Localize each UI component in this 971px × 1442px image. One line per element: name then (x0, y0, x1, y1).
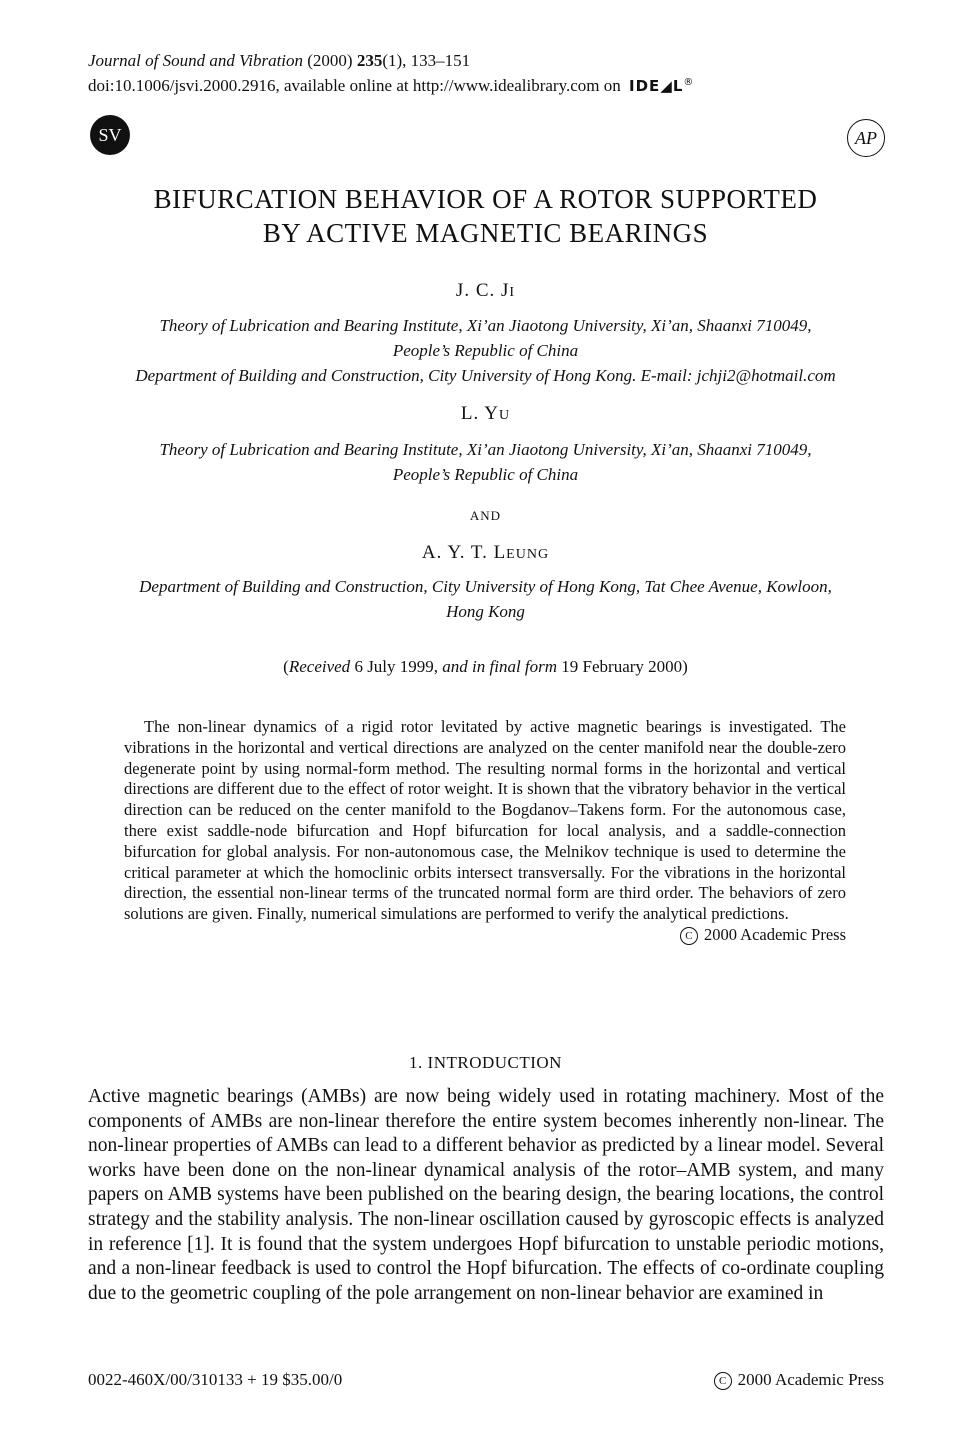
doi-line (88, 72, 694, 97)
journal-header (88, 50, 694, 97)
author-2-affiliation-line-1: Theory of Lubrication and Bearing Institute, Xi’an Jiaotong University, Xi’an, Shaanxi 710049, (159, 440, 812, 459)
paper-title (60, 182, 911, 250)
ideal-logo-end: L (672, 77, 684, 95)
ideal-a-icon: ◢ (660, 77, 673, 95)
author-1-surname-rest: I (509, 285, 516, 300)
title-line-1: BIFURCATION BEHAVIOR OF A ROTOR SUPPORTED (153, 184, 818, 214)
author-2-affiliation-line-2: People’s Republic of China (392, 465, 579, 484)
author-1 (60, 280, 911, 304)
footer-copyright-text: 2000 Academic Press (737, 1370, 884, 1389)
journal-volume: 235 (356, 51, 383, 70)
author-3-initials: A. Y. T. L (421, 542, 507, 563)
sv-logo-text: SV (98, 124, 122, 145)
ap-logo (847, 119, 885, 157)
journal-name: Journal of Sound and Vibration (88, 51, 304, 70)
received-open: ( (283, 657, 289, 676)
footer-code: 0022-460X/00/310133 + 19 $35.00/0 (88, 1370, 343, 1389)
author-1-affiliation (60, 313, 911, 388)
author-1-affiliation-line-1: Theory of Lubrication and Bearing Institute, Xi’an Jiaotong University, Xi’an, Shaanxi 710049, (159, 316, 812, 335)
author-1-affiliation-line-2: People’s Republic of China (392, 341, 579, 360)
final-form-label: and in final form (442, 657, 558, 676)
received-label: Received (288, 657, 351, 676)
sv-logo (90, 115, 130, 155)
author-3-affiliation-line-2: Hong Kong (446, 602, 525, 621)
author-1-affiliation-line-3: Department of Building and Construction, City University of Hong Kong. E-mail: jchji2@hotmail.com (135, 366, 836, 385)
author-3-surname-rest: EUNG (506, 547, 550, 562)
journal-year: (2000) (303, 51, 357, 70)
author-2-surname-rest: U (499, 408, 511, 423)
and-separator: AND (469, 508, 502, 523)
journal-issue-pages: (1), 133–151 (382, 51, 471, 70)
title-line-2: BY ACTIVE MAGNETIC BEARINGS (262, 218, 709, 248)
author-2 (60, 403, 911, 427)
citation-line (88, 50, 694, 72)
doi-text: doi:10.1006/jsvi.2000.2916, available online at http://www.idealibrary.com on (88, 76, 621, 95)
author-3-affiliation-line-1: Department of Building and Construction, City University of Hong Kong, Tat Chee Avenue, Kowloon, (139, 577, 832, 596)
abstract-copyright (124, 925, 846, 946)
author-3 (60, 542, 911, 566)
received-date: 6 July 1999, (350, 657, 443, 676)
copyright-icon: C (680, 927, 698, 945)
final-form-date: 19 February 2000) (557, 657, 688, 676)
ap-logo-text: AP (855, 127, 877, 148)
introduction-paragraph: Active magnetic bearings (AMBs) are now being widely used in rotating machinery. Most of the components of AMBs are non-linear therefore the entire system becomes inherently non-linear. The non-linear properties of AMBs can lead to a different behavior as predicted by a linear model. Several works have been done on the non-linear dynamical analysis of the rotor–AMB system, and many papers on AMB systems have been published on the bearing design, the bearing locations, the control strategy and the stability analysis. The non-linear oscillation caused by gyroscopic effects is analyzed in reference [1]. It is found that the system undergoes Hopf bifurcation to unstable periodic motions, and a non-linear feedback is used to control the Hopf bifurcation. The effects of co-ordinate coupling due to the geometric coupling of the pole arrangement on non-linear behavior are examined in (88, 1086, 884, 1304)
section-heading: 1. INTRODUCTION (409, 1053, 562, 1072)
author-2-initials: L. Y (460, 403, 499, 424)
abstract (124, 717, 846, 946)
abstract-text: The non-linear dynamics of a rigid rotor levitated by active magnetic bearings is investigated. The vibrations in the horizontal and vertical directions are analyzed on the center manifold near the double-zero degenerate point by using normal-form method. The resulting normal forms in the horizontal and vertical directions are different due to the effect of rotor weight. It is shown that the vibratory behavior in the vertical direction can be reduced on the center manifold to the Bogdanov–Takens form. For the autonomous case, there exist saddle-node bifurcation and Hopf bifurcation for local analysis, and a saddle-connection bifurcation for global analysis. For non-autonomous case, the Melnikov technique is used to determine the critical parameter at which the homoclinic orbits intersect transversally. For the vibrations in the horizontal direction, the essential non-linear terms of the truncated normal form are third order. The behaviors of zero solutions are given. Finally, numerical simulations are performed to verify the analytical predictions. (124, 717, 846, 924)
received-dates (60, 656, 911, 678)
introduction-body (88, 1085, 884, 1306)
footer-copyright-icon: C (714, 1372, 732, 1390)
abstract-copyright-text: 2000 Academic Press (703, 924, 846, 944)
ideal-reg-mark: ® (683, 77, 695, 88)
author-2-affiliation (60, 437, 911, 487)
ideal-logo (629, 72, 694, 97)
ideal-logo-start: IDE (628, 77, 661, 95)
author-3-affiliation (60, 574, 911, 624)
footer-copyright (600, 1370, 884, 1390)
author-1-initials: J. C. J (455, 280, 510, 301)
